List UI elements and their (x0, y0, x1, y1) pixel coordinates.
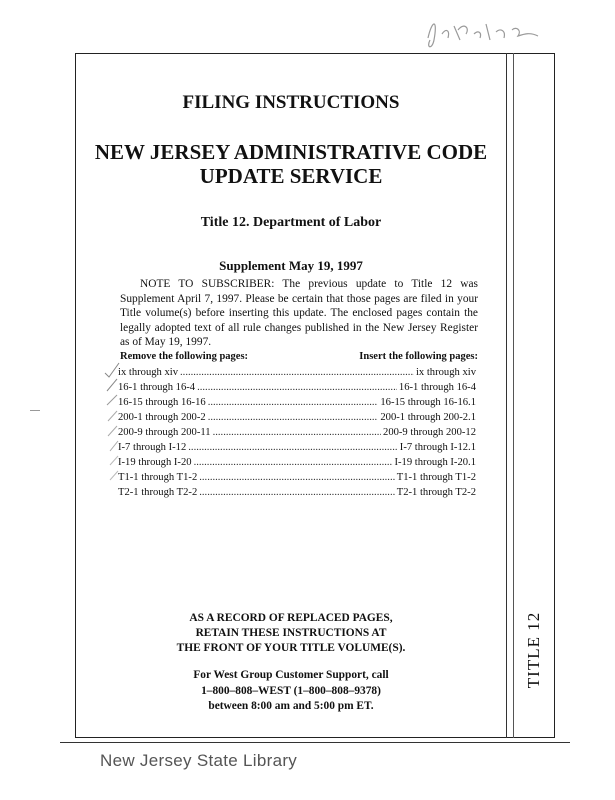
leader-dots (188, 440, 398, 455)
page-replacement-list (118, 365, 476, 500)
record-line-2: RETAIN THESE INSTRUCTIONS AT (195, 627, 387, 639)
library-stamp: New Jersey State Library (100, 751, 298, 770)
leader-dots (208, 410, 379, 425)
customer-support (75, 668, 507, 715)
remove-pages: I-7 through I-12 (118, 442, 187, 453)
leader-dots (194, 455, 393, 470)
bottom-rule (60, 742, 570, 743)
insert-pages: T1-1 through T1-2 (396, 472, 476, 483)
remove-pages: 16-15 through 16-16 (118, 397, 206, 408)
remove-pages: 200-1 through 200-2 (118, 412, 206, 423)
insert-header: Insert the following pages: (359, 351, 478, 362)
leader-dots (213, 425, 381, 440)
insert-pages: 16-15 through 16-16.1 (380, 397, 476, 408)
leader-dots (199, 470, 395, 485)
remove-pages: ix through xiv (118, 367, 179, 378)
title-department: Title 12. Department of Labor (200, 215, 382, 230)
page-row (118, 395, 476, 410)
page-row (118, 470, 476, 485)
remove-pages: T1-1 through T1-2 (118, 472, 198, 483)
support-phone: 1–800–808–WEST (1–800–808–9378) (201, 684, 381, 697)
side-tab-label: TITLE 12 (524, 611, 544, 689)
remove-pages: 200-9 through 200-11 (118, 427, 211, 438)
subscriber-note: NOTE TO SUBSCRIBER: The previous update to Title 12 was Supplement April 7, 1997. Please be certain that those pages are filed in your Title volume(s) before inserting this update. The enclosed pages contain the legally adopted text of all rule changes published in the New Jersey Register as of May 19, 1997. (120, 278, 478, 348)
insert-pages: ix through xiv (415, 367, 476, 378)
insert-pages: T2-1 through T2-2 (396, 487, 476, 498)
support-line-1: For West Group Customer Support, call (193, 669, 389, 681)
page-row (118, 440, 476, 455)
remove-pages: T2-1 through T2-2 (118, 487, 198, 498)
insert-pages: I-19 through I-20.1 (394, 457, 476, 468)
pages-header (120, 351, 478, 362)
insert-pages: 200-1 through 200-2.1 (380, 412, 476, 423)
code-title-line-1: NEW JERSEY ADMINISTRATIVE CODE (94, 140, 488, 164)
leader-dots (197, 380, 397, 395)
page-row (118, 380, 476, 395)
page-row (118, 485, 476, 500)
page-row (118, 425, 476, 440)
filing-instructions-heading: FILING INSTRUCTIONS (182, 92, 400, 113)
leader-dots (199, 485, 395, 500)
record-line-3: THE FRONT OF YOUR TITLE VOLUME(S). (176, 642, 406, 654)
page-row (118, 365, 476, 380)
remove-header: Remove the following pages: (120, 351, 249, 362)
support-hours: between 8:00 am and 5:00 pm ET. (208, 700, 374, 712)
record-instructions (75, 611, 507, 656)
handwritten-signature (420, 10, 560, 60)
insert-pages: I-7 through I-12.1 (399, 442, 476, 453)
remove-pages: 16-1 through 16-4 (118, 382, 196, 393)
leader-dots (180, 365, 414, 380)
title-side-tab (513, 590, 555, 710)
insert-pages: 16-1 through 16-4 (398, 382, 476, 393)
page-row (118, 455, 476, 470)
leader-dots (208, 395, 379, 410)
record-line-1: AS A RECORD OF REPLACED PAGES, (189, 612, 393, 624)
code-title-line-2: UPDATE SERVICE (199, 164, 383, 188)
margin-mark (30, 410, 40, 411)
supplement-date: Supplement May 19, 1997 (219, 258, 363, 273)
remove-pages: I-19 through I-20 (118, 457, 192, 468)
insert-pages: 200-9 through 200-12 (383, 427, 476, 438)
page-row (118, 410, 476, 425)
